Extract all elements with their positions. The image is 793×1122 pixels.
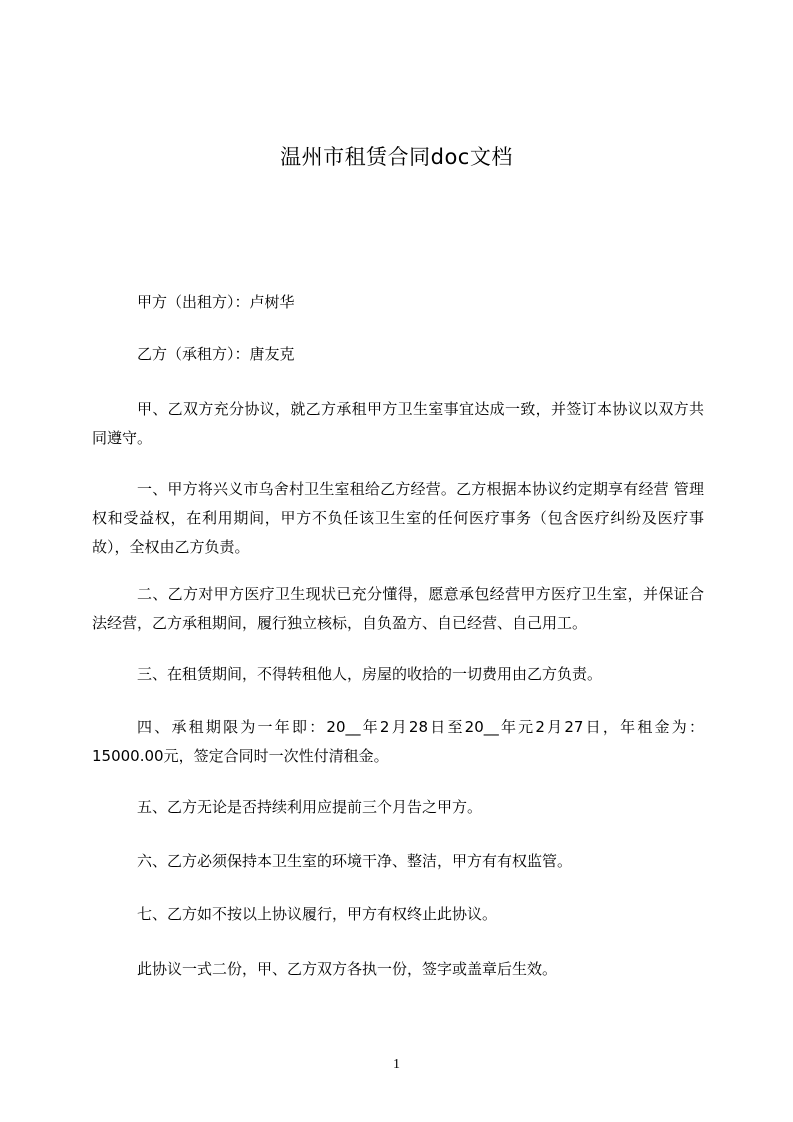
paragraph-clause-3: 三、在租赁期间，不得转租他人，房屋的收拾的一切费用由乙方负责。 — [137, 665, 603, 683]
paragraph-agreement-intro: 甲、乙双方充分协议，就乙方承租甲方卫生室事宜达成一致，并签订本协议以双方共同遵守。 — [92, 400, 704, 447]
page-number: 1 — [393, 1057, 400, 1072]
paragraph-clause-2: 二、乙方对甲方医疗卫生现状已充分懂得，愿意承包经营甲方医疗卫生室，并保证合法经营，乙方承租期间，履行独立核标，自负盈方、自已经营、自己用工。 — [92, 585, 704, 632]
paragraph-clause-1: 一、甲方将兴义市乌舍村卫生室租给乙方经营。乙方根据本协议约定期享有经营 管理权和受益权，在利用期间，甲方不负任该卫生室的任何医疗事务（包含医疗纠纷及医疗事故），全权由乙方负责。 — [92, 480, 704, 556]
paragraph-clause-7: 七、乙方如不按以上协议履行，甲方有权终止此协议。 — [137, 905, 498, 923]
document-title: 温州市租赁合同doc文档 — [280, 145, 513, 169]
paragraph-clause-5: 五、乙方无论是否持续利用应提前三个月告之甲方。 — [137, 798, 483, 816]
paragraph-closing: 此协议一式二份，甲、乙方双方各执一份，签字或盖章后生效。 — [137, 960, 558, 978]
paragraph-clause-4: 四、承租期限为一年即：20__年2月28日至20__年元2月27日，年租金为：15000.00元，签定合同时一次性付清租金。 — [92, 718, 704, 765]
paragraph-lessor: 甲方（出租方）：卢树华 — [137, 293, 295, 311]
paragraph-lessee: 乙方（承租方）：唐友克 — [137, 345, 295, 363]
paragraph-clause-6: 六、乙方必须保持本卫生室的环境干净、整洁，甲方有有权监管。 — [137, 852, 573, 870]
